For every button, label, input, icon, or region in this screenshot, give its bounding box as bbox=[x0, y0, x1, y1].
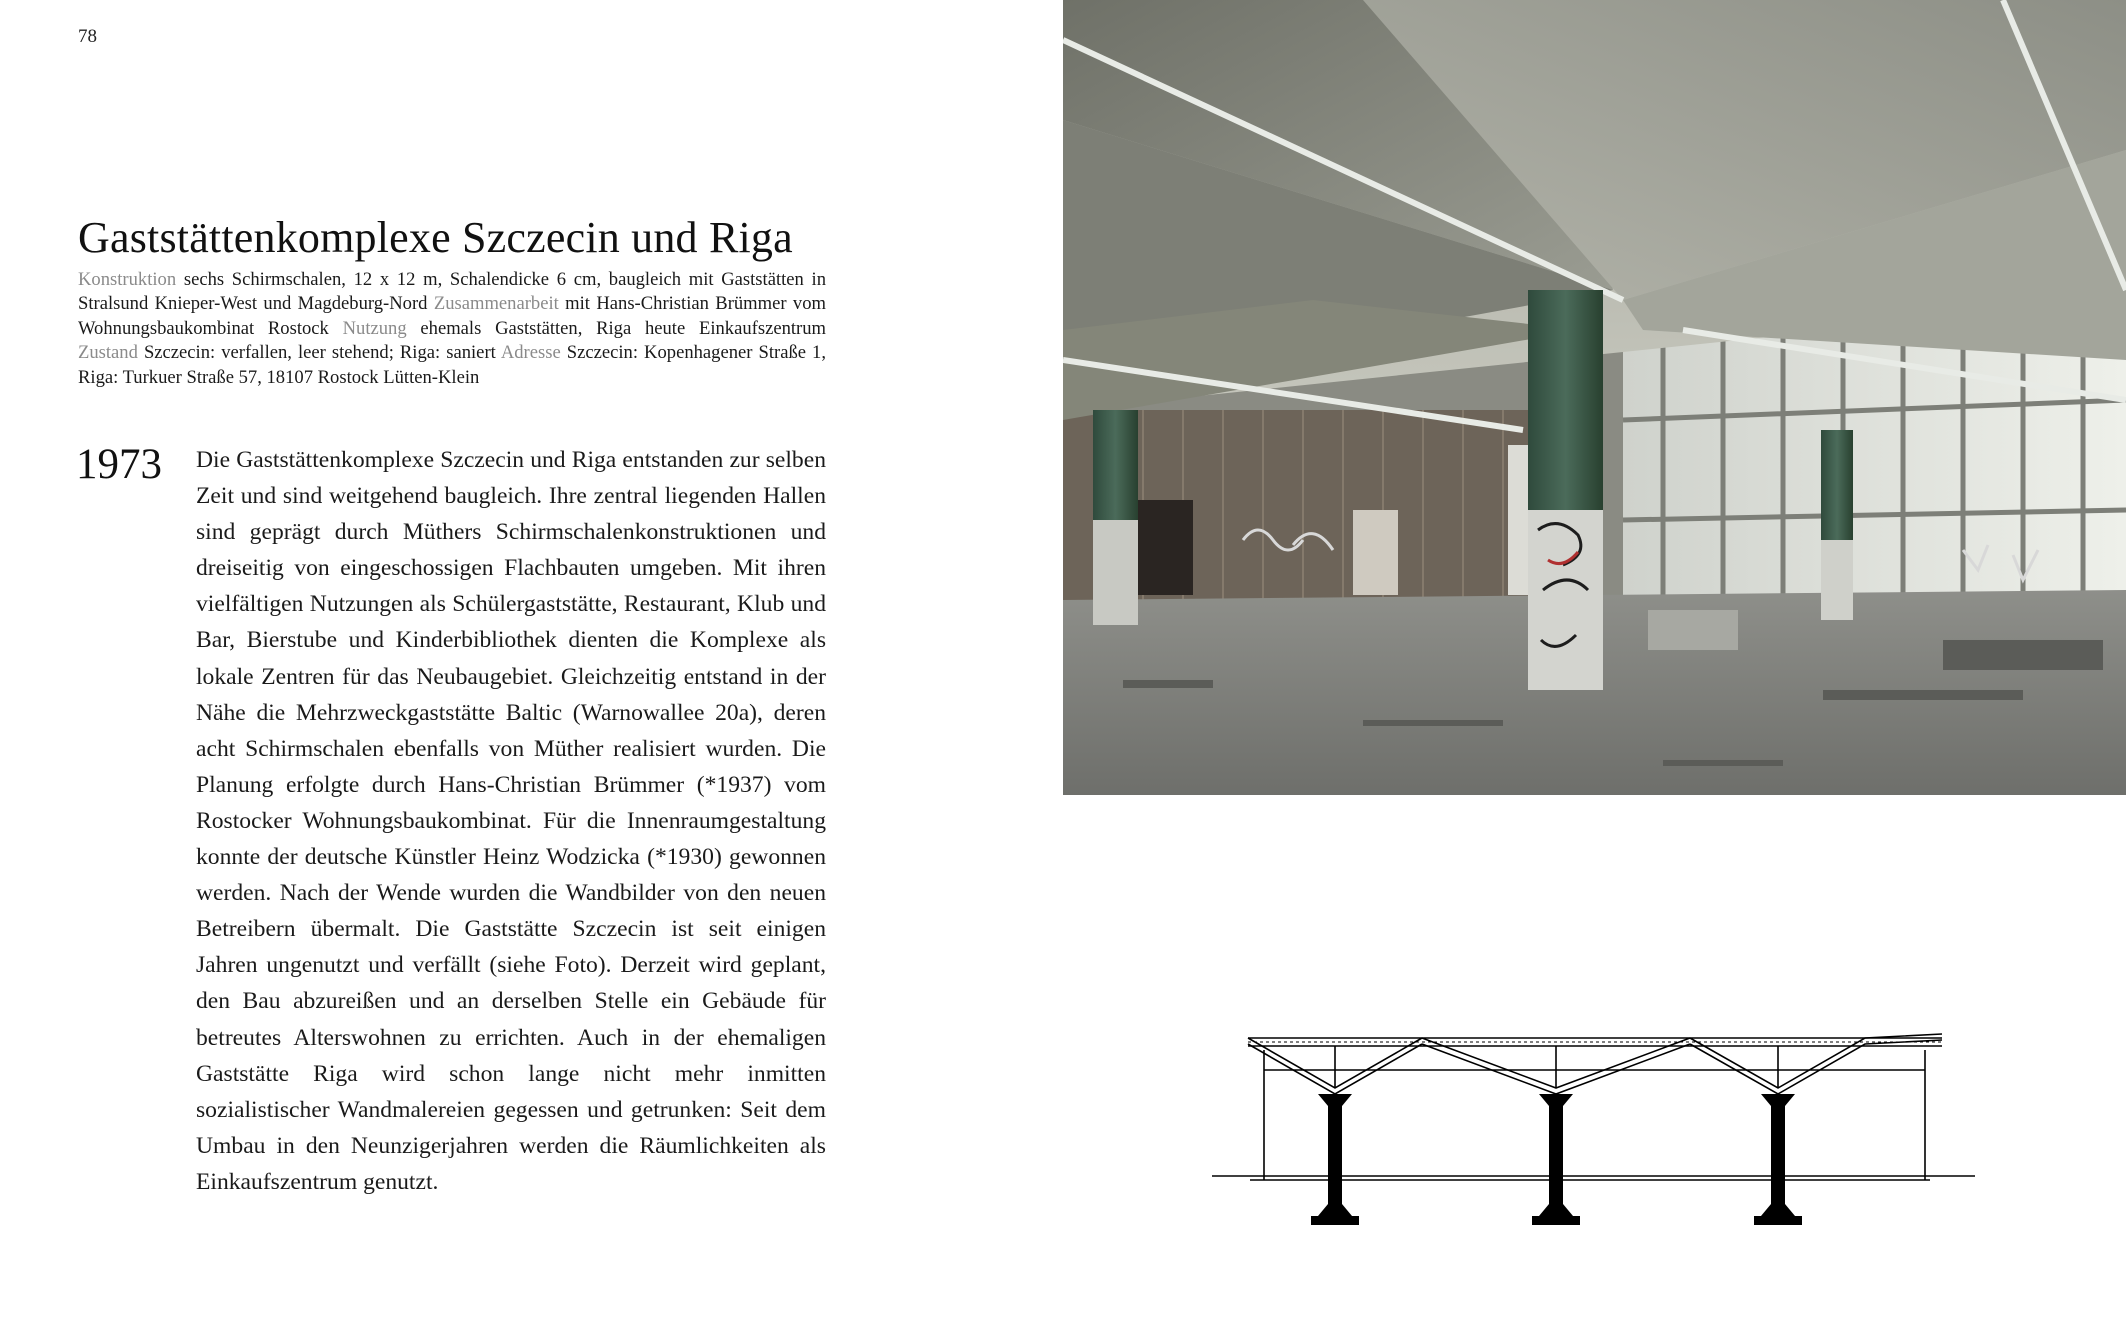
section-drawing bbox=[1200, 1020, 1980, 1240]
page-title: Gaststättenkomplexe Szczecin und Riga bbox=[78, 213, 793, 262]
metadata-value-use: ehemals Gaststätten, Riga heute Einkaufszentrum bbox=[406, 317, 826, 339]
metadata-key-condition: Zustand bbox=[78, 342, 138, 364]
umbrella-shell-section-diagram bbox=[1200, 1020, 1980, 1240]
hall-interior-photo bbox=[1063, 0, 2126, 795]
metadata-value-construction: sechs Schirmschalen, 12 x 12 m, Schalendicke 6 cm, baugleich mit Gaststätten in Stralsund Knieper-West und Magdeburg-Nord bbox=[78, 269, 826, 315]
body-text: Die Gaststättenkomplexe Szczecin und Riga entstanden zur selben Zeit und sind weitgehend baugleich. Ihre zentral liegenden Hallen sind geprägt durch Müthers Schirmschalenkonstruktionen und dreiseitig von eingeschossigen Flachbauten umgeben. Mit ihren vielfältigen Nutzungen als Schülergaststätte, Restaurant, Klub und Bar, Bierstube und Kinderbibliothek dienten die Komplexe als lokale Zentren für das Neubaugebiet. Gleichzeitig entstand in der Nähe die Mehrzweckgaststätte Baltic (Warnowallee 20a), deren acht Schirmschalen ebenfalls von Müther realisiert wurden. Die Planung erfolgte durch Hans-Christian Brümmer (*1937) vom Rostocker Wohnungsbaukombinat. Für die Innenraumgestaltung konnte der deutsche Künstler Heinz Wodzicka (*1930) gewonnen werden. Nach der Wende wurden die Wandbilder von den neuen Betreibern übermalt. Die Gaststätte Szczecin ist seit einigen Jahren ungenutzt und verfällt (siehe Foto). Derzeit wird geplant, den Bau abzureißen und an derselben Stelle ein Gebäude für betreutes Alterswohnen zu errichten. Auch in der ehemaligen Gaststätte Riga wird schon lange nicht mehr inmitten sozialistischer Wandmalereien gegessen und getrunken: Seit dem Umbau in den Neunzigerjahren werden die Räumlichkeiten als Einkaufszentrum genutzt. bbox=[196, 447, 826, 1195]
metadata-value-address: Szczecin: Kopenhagener Straße 1, Riga: Turkuer Straße 57, 18107 Rostock Lütten-Klein bbox=[78, 342, 827, 388]
year-label: 1973 bbox=[76, 441, 162, 488]
hall-interior-image bbox=[1063, 0, 2126, 795]
metadata-block bbox=[78, 268, 826, 390]
metadata-value-collaboration: mit Hans-Christian Brümmer vom Wohnungsbaukombinat Rostock bbox=[78, 293, 826, 339]
metadata-value-condition: Szczecin: verfallen, leer stehend; Riga: saniert bbox=[137, 342, 501, 364]
metadata-key-construction: Konstruktion bbox=[78, 269, 177, 290]
metadata-key-address: Adresse bbox=[500, 342, 561, 364]
metadata-key-use: Nutzung bbox=[342, 317, 407, 339]
metadata-key-collaboration: Zusammenarbeit bbox=[433, 293, 559, 315]
page-number: 78 bbox=[78, 26, 97, 47]
